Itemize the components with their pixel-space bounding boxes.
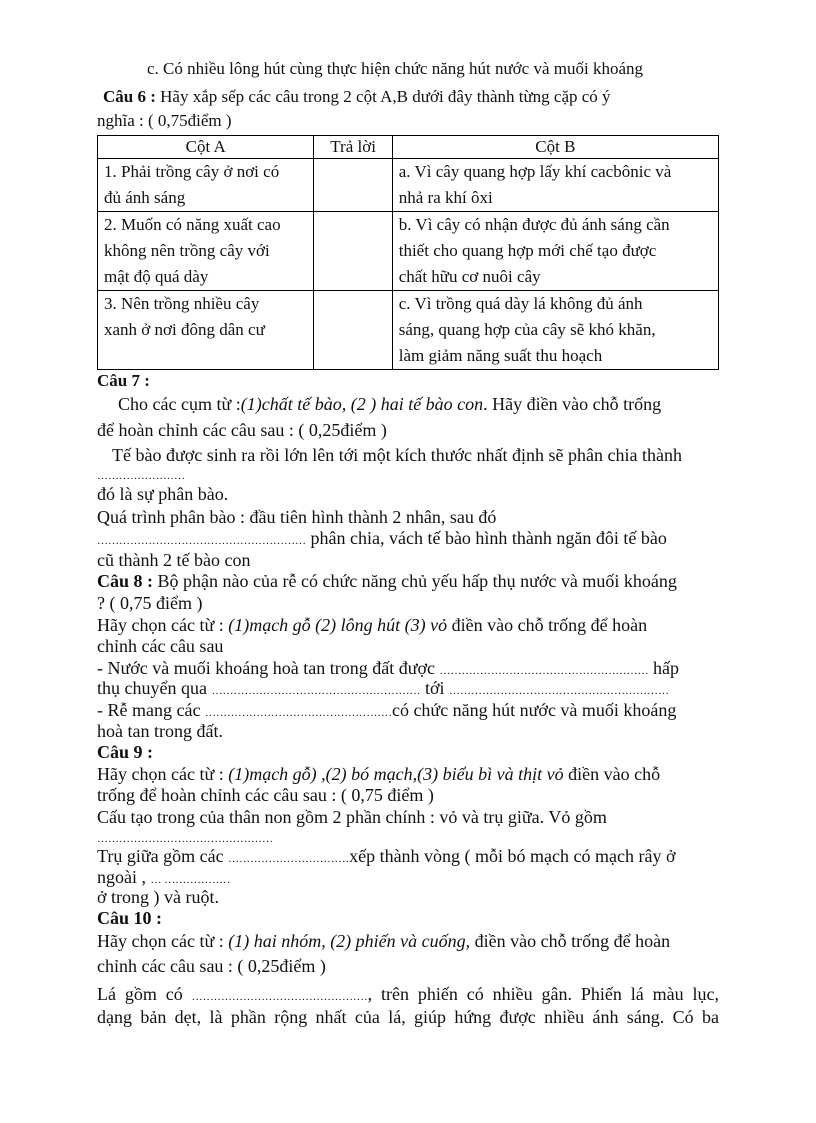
table-row — [98, 291, 719, 370]
cell-line: 2. Muốn có năng xuất cao — [104, 215, 281, 234]
column-a-cell — [98, 291, 314, 370]
q6-prompt-line1 — [103, 86, 611, 108]
q7-s1-line2: đó là sự phân bào. — [97, 484, 229, 504]
q8-question-line1 — [97, 570, 677, 592]
q9-terms: (1)mạch gỗ) ,(2) bó mạch,(3) biểu bì và thịt vỏ — [228, 764, 564, 784]
fill-blank[interactable]: …………………………… — [228, 853, 350, 865]
q7-s2-text: phân chia, vách tế bào hình thành ngăn đôi tế bào — [306, 528, 667, 548]
fill-blank[interactable]: …………………………………………… — [204, 707, 392, 719]
cell-line: b. Vì cây có nhận được đủ ánh sáng cần — [398, 215, 670, 234]
q8-question-line2: ? ( 0,75 điểm ) — [97, 593, 203, 613]
q10-choose-a: Hãy chọn các từ : — [97, 931, 229, 951]
q8-s1-d: tới — [420, 678, 449, 698]
fill-blank[interactable]: ………………………………………… — [97, 833, 273, 845]
fill-blank[interactable]: …………………… — [97, 470, 185, 482]
q9-s2-line3: ở trong ) và ruột. — [97, 887, 219, 907]
q6-matching-table — [97, 135, 719, 370]
cell-line: nhả ra khí ôxi — [398, 188, 493, 207]
cell-line: chất hữu cơ nuôi cây — [398, 267, 541, 286]
fill-blank[interactable]: ………………………………………… — [191, 991, 368, 1003]
q9-s2-b: xếp thành vòng ( mỗi bó mạch có mạch rây ở — [349, 846, 676, 866]
cell-line: đủ ánh sáng — [104, 188, 186, 207]
header-column-b: Cột B — [392, 136, 718, 159]
cell-line: a. Vì cây quang hợp lấy khí cacbônic và — [398, 162, 672, 181]
q5-option-c: c. Có nhiều lông hút cùng thực hiện chức năng hút nước và muối khoáng — [147, 59, 644, 78]
column-b-cell — [392, 212, 718, 291]
q8-question-text: Bộ phận nào của rễ có chức năng chủ yếu hấp thụ nước và muối khoáng — [153, 571, 677, 591]
q6-label: Câu 6 : — [103, 87, 156, 106]
q10-label: Câu 10 : — [97, 908, 163, 928]
q9-label: Câu 9 : — [97, 742, 154, 762]
cell-line: sáng, quang hợp của cây sẽ khó khăn, — [398, 320, 656, 339]
header-answer: Trả lời — [314, 136, 392, 159]
answer-cell[interactable] — [314, 159, 392, 212]
q7-label: Câu 7 : — [97, 371, 150, 390]
q7-points: ( 0,25điểm ) — [293, 420, 387, 440]
q8-s1-c: thụ chuyển qua — [97, 678, 212, 698]
fill-blank[interactable]: … ……………… — [150, 874, 231, 886]
column-b-cell — [392, 159, 718, 212]
column-b-cell — [392, 291, 718, 370]
q7-s2-line1: Quá trình phân bào : đầu tiên hình thành 2 nhân, sau đó — [97, 507, 497, 527]
q6-prompt-text: Hãy xắp sếp các câu trong 2 cột A,B dưới đây thành từng cặp có ý — [160, 87, 611, 106]
q10-s1-a: Lá gồm có — [97, 984, 192, 1004]
q9-s2-c: ngoài , — [97, 867, 151, 887]
answer-cell[interactable] — [314, 291, 392, 370]
q6-prompt-line2: nghĩa : ( 0,75điểm ) — [97, 111, 232, 130]
column-a-cell — [98, 212, 314, 291]
q10-choose-line2: chỉnh các câu sau : ( 0,25điểm ) — [97, 956, 326, 976]
fill-blank[interactable]: …………………………………………………… — [449, 685, 669, 697]
q10-s1-line2: dạng bản dẹt, là phần rộng nhất của lá, giúp hứng được nhiều ánh sáng. Có ba — [97, 1007, 719, 1027]
cell-line: làm giảm năng suất thu hoạch — [398, 346, 603, 365]
q10-choose-b: điền vào chỗ trống để hoàn — [470, 931, 671, 951]
q8-choose-line2: chỉnh các câu sau — [97, 636, 224, 656]
table-header-row — [98, 136, 719, 159]
q10-s1-b: , trên phiến có nhiều gân. Phiến lá màu lục, — [367, 984, 719, 1004]
q10-s1-line1 — [97, 983, 719, 1008]
q9-s1: Cấu tạo trong của thân non gồm 2 phần chính : vỏ và trụ giữa. Vỏ gồm — [97, 807, 607, 827]
cell-line: không nên trồng cây với — [104, 241, 270, 260]
q7-intro-line1 — [118, 393, 661, 415]
q10-terms: (1) hai nhóm, (2) phiến và cuống, — [228, 931, 471, 951]
q7-s2-line3: cũ thành 2 tế bào con — [97, 550, 251, 570]
cell-line: mật độ quá dày — [104, 267, 209, 286]
q9-choose-b: điền vào chỗ — [563, 764, 661, 784]
cell-line: thiết cho quang hợp mới chế tạo được — [398, 241, 657, 260]
q8-s1-a: - Nước và muối khoáng hoà tan trong đất được — [97, 658, 440, 678]
q8-s2-a: - Rễ mang các — [97, 700, 205, 720]
q9-choose-line2: trống để hoàn chỉnh các câu sau : ( 0,75 điểm ) — [97, 785, 434, 805]
q8-terms: (1)mạch gỗ (2) lông hút (3) vỏ — [228, 615, 448, 635]
q10-choose-line1 — [97, 930, 670, 952]
q8-label: Câu 8 : — [97, 571, 154, 591]
cell-line: 3. Nên trồng nhiều cây — [104, 294, 260, 313]
header-column-a: Cột A — [98, 136, 314, 159]
q8-s2-b: có chức năng hút nước và muối khoáng — [391, 700, 677, 720]
answer-cell[interactable] — [314, 212, 392, 291]
q8-choose-b: điền vào chỗ trống để hoàn — [447, 615, 648, 635]
table-row — [98, 159, 719, 212]
q9-choose-line1 — [97, 763, 660, 785]
q7-intro-line2 — [97, 419, 387, 441]
fill-blank[interactable]: ………………………………………………… — [439, 665, 649, 677]
q9-s2-a: Trụ giữa gồm các — [97, 846, 229, 866]
q7-terms: (1)chất tế bào, (2 ) hai tế bào con — [240, 394, 484, 414]
q7-intro-b: . Hãy điền vào chỗ trống — [483, 394, 662, 414]
cell-line: xanh ở nơi đông dân cư — [104, 320, 265, 339]
cell-line: c. Vì trồng quá dày lá không đủ ánh — [398, 294, 643, 313]
q7-intro-a: Cho các cụm từ : — [118, 394, 241, 414]
fill-blank[interactable]: ………………………………………………… — [211, 685, 421, 697]
q8-s2-line2: hoà tan trong đất. — [97, 721, 223, 741]
fill-blank[interactable]: ………………………………………………… — [97, 535, 306, 547]
column-a-cell — [98, 159, 314, 212]
cell-line: 1. Phải trồng cây ở nơi có — [104, 162, 280, 181]
q8-choose-a: Hãy chọn các từ : — [97, 615, 229, 635]
q8-s1-b: hấp — [648, 658, 679, 678]
q7-s1-line1: Tế bào được sinh ra rồi lớn lên tới một kích thước nhất định sẽ phân chia thành — [112, 445, 682, 465]
q9-choose-a: Hãy chọn các từ : — [97, 764, 229, 784]
q8-choose-line1 — [97, 614, 647, 636]
table-row — [98, 212, 719, 291]
q7-intro-line2-text: để hoàn chỉnh các câu sau : — [97, 420, 294, 440]
